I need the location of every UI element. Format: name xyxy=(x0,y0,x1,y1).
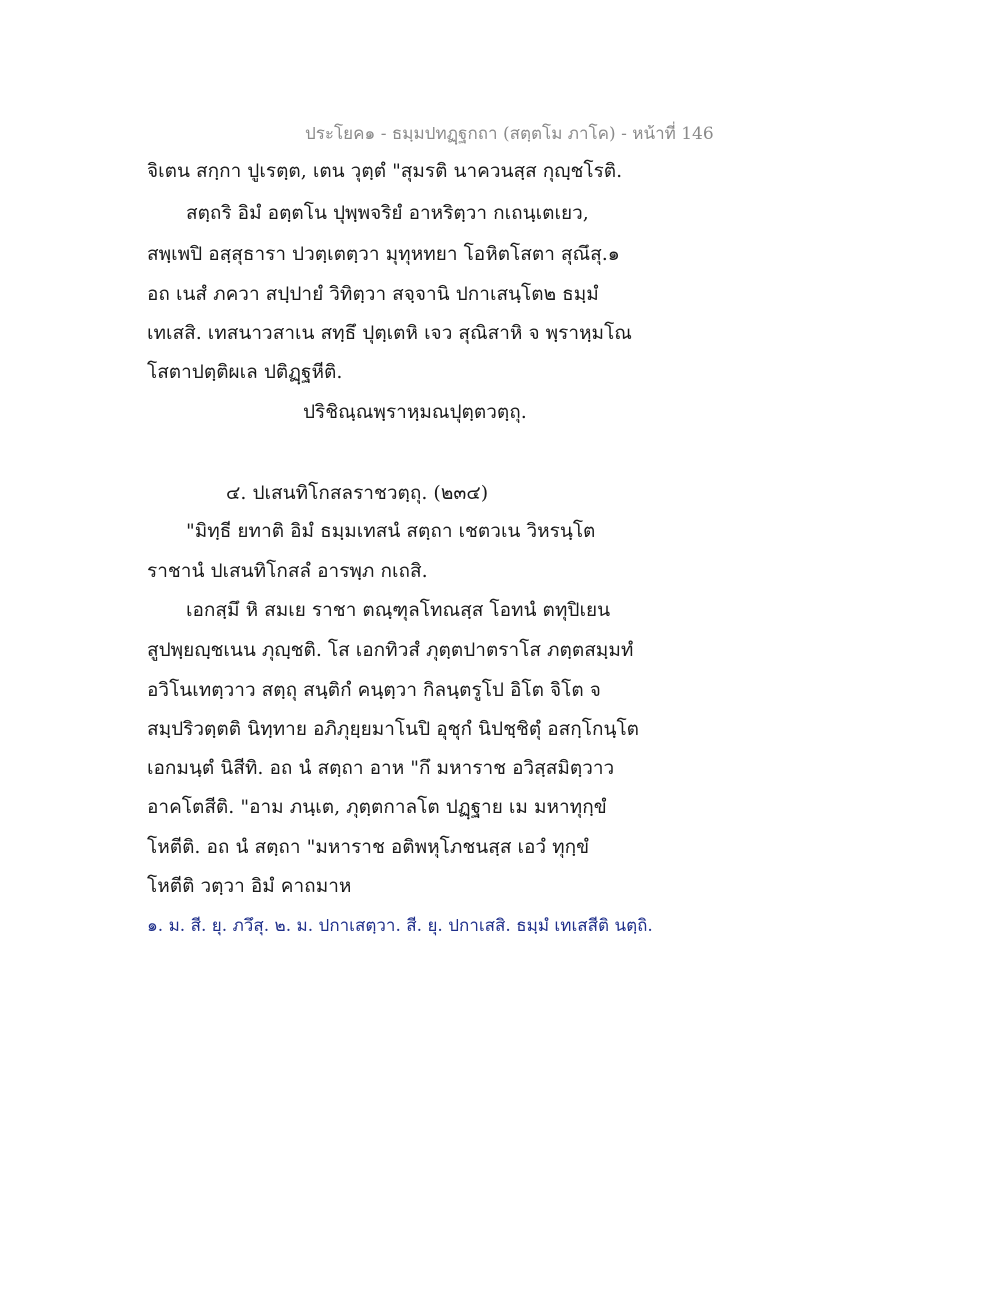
body-line: สตฺถริ อิมํ อตฺตโน ปุพฺพจริยํ อาหริตฺวา กเถนฺเตเยว, xyxy=(186,202,589,224)
body-line: อถ เนสํ ภควา สปฺปายํ วิทิตฺวา สจฺจานิ ปกาเสนฺโต๒ ธมฺมํ xyxy=(147,283,599,305)
body-line: "มิทฺธี ยทาติ อิมํ ธมฺมเทสนํ สตฺถา เชตวเน วิหรนฺโต xyxy=(186,520,596,542)
body-line: จิเตน สกฺกา ปูเรตฺต, เตน วุตฺตํ "สุมรติ นาควนสฺส กุญฺชโรติ. xyxy=(147,160,623,182)
body-line: โสตาปตฺติผเล ปติฏฺฐหีติ. xyxy=(147,361,343,383)
body-line: อาคโตสีติ. "อาม ภนฺเต, ภุตฺตกาลโต ปฏฺฐาย เม มหาทุกฺขํ xyxy=(147,796,607,818)
story-end-title: ปริชิณฺณพฺราหฺมณปุตฺตวตฺถุ. xyxy=(303,401,527,423)
footnote: ๑. ม. สี. ยุ. ภวึสุ. ๒. ม. ปกาเสตฺวา. สี. ยุ. ปกาเสสิ. ธมฺมํ เทเสสีติ นตฺถิ. xyxy=(147,916,653,936)
body-line: โหตีติ. อถ นํ สตฺถา "มหาราช อติพหุโภชนสฺส เอวํ ทุกฺขํ xyxy=(147,836,590,858)
body-line: โหตีติ วตฺวา อิมํ คาถมาห xyxy=(147,875,352,897)
body-line: เทเสสิ. เทสนาวสาเน สทฺธึ ปุตฺเตหิ เจว สุณิสาหิ จ พฺราหฺมโณ xyxy=(147,322,632,344)
body-line: ราชานํ ปเสนทิโกสลํ อารพฺภ กเถสิ. xyxy=(147,560,428,582)
body-line: เอกสฺมึ หิ สมเย ราชา ตณฺฑุลโทณสฺส โอทนํ ตทุปิเยน xyxy=(186,599,611,621)
body-line: อวิโนเทตฺวาว สตฺถุ สนฺติกํ คนฺตฺวา กิลนฺตรูโป อิโต จิโต จ xyxy=(147,679,601,701)
body-line: สูปพฺยญฺชเนน ภุญฺชติ. โส เอกทิวสํ ภุตฺตปาตราโส ภตฺตสมฺมทํ xyxy=(147,639,634,661)
running-header: ประโยค๑ - ธมฺมปทฏฺฐกถา (สตฺตโม ภาโค) - หน้าที่ 146 xyxy=(305,124,714,144)
body-line: เอกมนฺตํ นิสีทิ. อถ นํ สตฺถา อาห "กึ มหาราช อวิสฺสมิตฺวาว xyxy=(147,757,615,779)
body-line: สพฺเพปิ อสฺสุธารา ปวตฺเตตฺวา มุทุหทยา โอหิตโสตา สุณึสุ.๑ xyxy=(147,243,620,265)
body-line: สมฺปริวตฺตติ นิทฺทาย อภิภุยฺยมาโนปิ อุชุกํ นิปชฺชิตุํ อสกฺโกนฺโต xyxy=(147,718,640,740)
section-heading: ๔. ปเสนทิโกสลราชวตฺถุ. (๒๓๔) xyxy=(226,482,489,504)
